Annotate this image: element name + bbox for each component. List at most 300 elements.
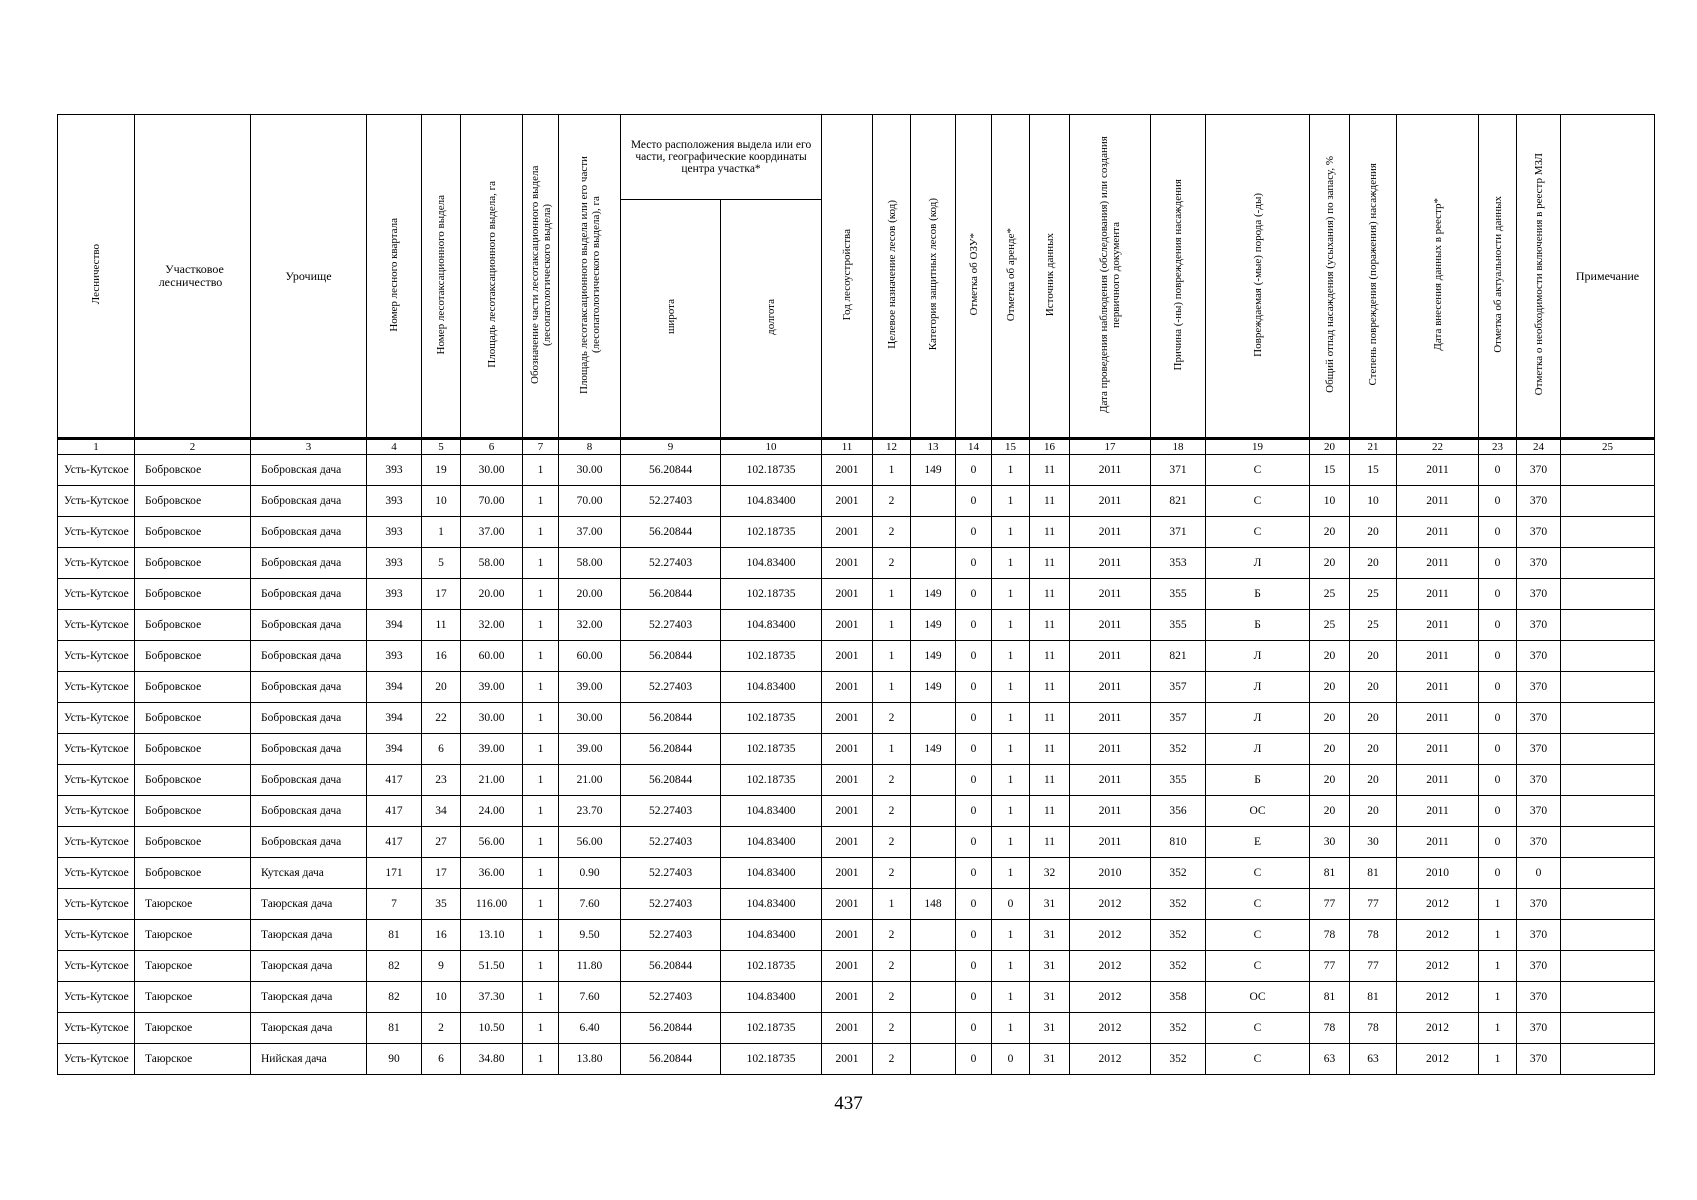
cell-dolgota: 102.18735 [721,517,822,548]
cell-chast-vydela: 1 [523,641,559,672]
cell-uchastkovoe: Бобровское [135,548,251,579]
cell-kategoriya-lesov: 148 [911,889,956,920]
cell-otpad: 78 [1310,920,1350,951]
cell-aktualnost: 0 [1479,610,1517,641]
cell-otpad: 20 [1310,641,1350,672]
cell-urochishche: Бобровская дача [251,579,367,610]
cell-otpad: 15 [1310,455,1350,486]
cell-kategoriya-lesov [911,827,956,858]
cell-prichina: 358 [1151,982,1206,1013]
cell-otpad: 81 [1310,858,1350,889]
cell-data-nablyudeniya: 2012 [1070,951,1151,982]
cell-kvartal: 394 [367,703,422,734]
forest-damage-register-table [57,114,1655,1075]
cell-mzl: 370 [1517,703,1561,734]
cell-data-nablyudeniya: 2011 [1070,765,1151,796]
cell-shirota: 56.20844 [621,517,721,548]
cell-dolgota: 102.18735 [721,734,822,765]
cell-kvartal: 393 [367,641,422,672]
header-data-nablyudeniya: Дата проведения наблюдения (обследования) или создания первичного документа [1070,115,1151,439]
cell-ploshchad-chasti: 9.50 [559,920,621,951]
cell-kategoriya-lesov: 149 [911,579,956,610]
cell-dolgota: 104.83400 [721,920,822,951]
table-row [58,734,1655,765]
cell-arenda: 1 [992,920,1030,951]
cell-poroda: С [1206,920,1310,951]
cell-kvartal: 393 [367,455,422,486]
cell-kategoriya-lesov [911,796,956,827]
column-number-cell: 4 [367,439,422,455]
cell-data-nablyudeniya: 2011 [1070,486,1151,517]
cell-ozu: 0 [956,982,992,1013]
cell-arenda: 1 [992,703,1030,734]
cell-lesnichestvo: Усть-Кутское [58,889,135,920]
cell-lesnichestvo: Усть-Кутское [58,765,135,796]
table-row [58,765,1655,796]
cell-data-nablyudeniya: 2012 [1070,889,1151,920]
cell-kvartal: 393 [367,579,422,610]
cell-tselevoe-naznachenie: 2 [873,796,911,827]
cell-god-lesoustroystva: 2001 [822,517,873,548]
cell-prichina: 352 [1151,858,1206,889]
cell-urochishche: Бобровская дача [251,765,367,796]
cell-ploshchad-chasti: 70.00 [559,486,621,517]
header-row [58,115,1655,200]
cell-tselevoe-naznachenie: 2 [873,517,911,548]
cell-kategoriya-lesov [911,765,956,796]
header-tselevoe-naznachenie: Целевое назначение лесов (код) [873,115,911,439]
cell-lesnichestvo: Усть-Кутское [58,858,135,889]
cell-data-nablyudeniya: 2012 [1070,1044,1151,1075]
cell-lesnichestvo: Усть-Кутское [58,672,135,703]
cell-data-nablyudeniya: 2012 [1070,982,1151,1013]
cell-kategoriya-lesov [911,517,956,548]
cell-data-vneseniya: 2011 [1397,610,1479,641]
cell-ploshchad-chasti: 56.00 [559,827,621,858]
cell-ozu: 0 [956,951,992,982]
cell-chast-vydela: 1 [523,734,559,765]
cell-istochnik: 11 [1030,610,1070,641]
cell-kvartal: 81 [367,1013,422,1044]
cell-dolgota: 102.18735 [721,765,822,796]
cell-chast-vydela: 1 [523,982,559,1013]
cell-lesnichestvo: Усть-Кутское [58,951,135,982]
cell-arenda: 1 [992,827,1030,858]
cell-kvartal: 417 [367,827,422,858]
cell-mzl: 370 [1517,548,1561,579]
cell-data-vneseniya: 2012 [1397,951,1479,982]
cell-kategoriya-lesov: 149 [911,734,956,765]
cell-mzl: 370 [1517,641,1561,672]
cell-otpad: 77 [1310,951,1350,982]
cell-poroda: Л [1206,548,1310,579]
cell-data-nablyudeniya: 2011 [1070,579,1151,610]
cell-vydel: 17 [422,858,461,889]
cell-stepen: 20 [1350,765,1397,796]
cell-kvartal: 393 [367,486,422,517]
cell-urochishche: Бобровская дача [251,827,367,858]
header-mzl: Отметка о необходимости включения в реестр МЗЛ [1517,115,1561,439]
cell-shirota: 56.20844 [621,455,721,486]
header-primechanie: Примечание [1561,115,1655,439]
column-number-row [58,439,1655,455]
cell-aktualnost: 0 [1479,455,1517,486]
cell-kategoriya-lesov: 149 [911,672,956,703]
cell-urochishche: Бобровская дача [251,517,367,548]
cell-god-lesoustroystva: 2001 [822,889,873,920]
cell-dolgota: 104.83400 [721,610,822,641]
cell-urochishche: Бобровская дача [251,486,367,517]
cell-urochishche: Таюрская дача [251,1013,367,1044]
cell-primechanie [1561,548,1655,579]
cell-tselevoe-naznachenie: 1 [873,579,911,610]
cell-aktualnost: 1 [1479,920,1517,951]
header-istochnik: Источник данных [1030,115,1070,439]
cell-prichina: 352 [1151,889,1206,920]
cell-poroda: С [1206,858,1310,889]
cell-poroda: Л [1206,672,1310,703]
cell-mzl: 370 [1517,889,1561,920]
cell-shirota: 52.27403 [621,982,721,1013]
cell-arenda: 1 [992,982,1030,1013]
cell-chast-vydela: 1 [523,610,559,641]
cell-kvartal: 394 [367,734,422,765]
column-number-cell: 16 [1030,439,1070,455]
cell-vydel: 23 [422,765,461,796]
cell-primechanie [1561,951,1655,982]
cell-otpad: 20 [1310,517,1350,548]
cell-prichina: 810 [1151,827,1206,858]
header-uchastkovoe: Участковое лесничество [135,115,251,439]
cell-mzl: 370 [1517,827,1561,858]
cell-istochnik: 11 [1030,703,1070,734]
cell-tselevoe-naznachenie: 1 [873,641,911,672]
cell-data-nablyudeniya: 2011 [1070,672,1151,703]
cell-istochnik: 11 [1030,641,1070,672]
cell-ozu: 0 [956,486,992,517]
cell-chast-vydela: 1 [523,920,559,951]
cell-ozu: 0 [956,579,992,610]
cell-stepen: 20 [1350,796,1397,827]
cell-stepen: 30 [1350,827,1397,858]
cell-primechanie [1561,455,1655,486]
cell-data-nablyudeniya: 2011 [1070,796,1151,827]
column-number-cell: 7 [523,439,559,455]
cell-shirota: 52.27403 [621,858,721,889]
column-number-cell: 14 [956,439,992,455]
cell-istochnik: 11 [1030,765,1070,796]
cell-prichina: 352 [1151,1013,1206,1044]
cell-ploshchad-vydela: 30.00 [461,455,523,486]
cell-arenda: 1 [992,734,1030,765]
column-number-cell: 13 [911,439,956,455]
cell-stepen: 81 [1350,858,1397,889]
cell-kategoriya-lesov [911,1013,956,1044]
cell-ploshchad-chasti: 39.00 [559,734,621,765]
cell-ozu: 0 [956,610,992,641]
cell-ploshchad-chasti: 37.00 [559,517,621,548]
cell-data-vneseniya: 2011 [1397,796,1479,827]
cell-data-vneseniya: 2011 [1397,765,1479,796]
table-row [58,920,1655,951]
cell-uchastkovoe: Таюрское [135,889,251,920]
column-number-cell: 6 [461,439,523,455]
table-row [58,579,1655,610]
cell-istochnik: 11 [1030,672,1070,703]
cell-tselevoe-naznachenie: 2 [873,920,911,951]
cell-prichina: 821 [1151,641,1206,672]
cell-prichina: 352 [1151,951,1206,982]
cell-data-vneseniya: 2011 [1397,703,1479,734]
cell-stepen: 25 [1350,579,1397,610]
cell-mzl: 370 [1517,610,1561,641]
cell-primechanie [1561,641,1655,672]
cell-ploshchad-chasti: 32.00 [559,610,621,641]
column-number-cell: 18 [1151,439,1206,455]
cell-primechanie [1561,765,1655,796]
cell-istochnik: 11 [1030,734,1070,765]
cell-stepen: 20 [1350,641,1397,672]
cell-stepen: 20 [1350,703,1397,734]
cell-tselevoe-naznachenie: 2 [873,703,911,734]
cell-vydel: 27 [422,827,461,858]
cell-ozu: 0 [956,1013,992,1044]
cell-arenda: 1 [992,765,1030,796]
cell-ploshchad-chasti: 30.00 [559,703,621,734]
cell-data-vneseniya: 2011 [1397,579,1479,610]
header-otpad: Общий отпад насаждения (усыхания) по запасу, % [1310,115,1350,439]
cell-ploshchad-vydela: 56.00 [461,827,523,858]
cell-arenda: 1 [992,641,1030,672]
cell-uchastkovoe: Бобровское [135,579,251,610]
cell-mzl: 370 [1517,579,1561,610]
cell-primechanie [1561,486,1655,517]
cell-urochishche: Бобровская дача [251,672,367,703]
table-row [58,517,1655,548]
cell-urochishche: Таюрская дача [251,920,367,951]
cell-shirota: 52.27403 [621,486,721,517]
cell-prichina: 352 [1151,734,1206,765]
cell-dolgota: 102.18735 [721,641,822,672]
cell-prichina: 355 [1151,579,1206,610]
cell-aktualnost: 0 [1479,765,1517,796]
cell-ploshchad-vydela: 32.00 [461,610,523,641]
cell-tselevoe-naznachenie: 2 [873,982,911,1013]
cell-aktualnost: 0 [1479,858,1517,889]
cell-aktualnost: 1 [1479,1013,1517,1044]
cell-mzl: 370 [1517,796,1561,827]
cell-kvartal: 82 [367,951,422,982]
cell-lesnichestvo: Усть-Кутское [58,1044,135,1075]
cell-vydel: 16 [422,641,461,672]
cell-chast-vydela: 1 [523,765,559,796]
cell-ozu: 0 [956,455,992,486]
cell-ozu: 0 [956,517,992,548]
cell-vydel: 16 [422,920,461,951]
cell-stepen: 20 [1350,672,1397,703]
cell-ploshchad-chasti: 6.40 [559,1013,621,1044]
cell-aktualnost: 0 [1479,517,1517,548]
cell-vydel: 6 [422,734,461,765]
cell-chast-vydela: 1 [523,1013,559,1044]
table-row [58,982,1655,1013]
cell-chast-vydela: 1 [523,672,559,703]
cell-vydel: 20 [422,672,461,703]
cell-ploshchad-chasti: 20.00 [559,579,621,610]
cell-mzl: 370 [1517,765,1561,796]
column-number-cell: 23 [1479,439,1517,455]
cell-god-lesoustroystva: 2001 [822,920,873,951]
cell-kategoriya-lesov [911,1044,956,1075]
cell-aktualnost: 1 [1479,951,1517,982]
header-ploshchad-vydela: Площадь лесотаксационного выдела, га [461,115,523,439]
cell-poroda: Л [1206,703,1310,734]
cell-chast-vydela: 1 [523,889,559,920]
cell-ozu: 0 [956,920,992,951]
cell-istochnik: 11 [1030,455,1070,486]
cell-shirota: 56.20844 [621,1044,721,1075]
cell-god-lesoustroystva: 2001 [822,455,873,486]
cell-data-vneseniya: 2012 [1397,889,1479,920]
cell-urochishche: Бобровская дача [251,610,367,641]
cell-stepen: 15 [1350,455,1397,486]
cell-ploshchad-vydela: 30.00 [461,703,523,734]
cell-primechanie [1561,734,1655,765]
cell-dolgota: 104.83400 [721,889,822,920]
cell-dolgota: 104.83400 [721,982,822,1013]
cell-aktualnost: 0 [1479,703,1517,734]
cell-chast-vydela: 1 [523,1044,559,1075]
cell-kvartal: 82 [367,982,422,1013]
cell-god-lesoustroystva: 2001 [822,703,873,734]
cell-ozu: 0 [956,734,992,765]
cell-vydel: 2 [422,1013,461,1044]
cell-mzl: 0 [1517,858,1561,889]
cell-ploshchad-chasti: 11.80 [559,951,621,982]
column-number-cell: 15 [992,439,1030,455]
header-urochishche: Урочище [251,115,367,439]
table-row [58,548,1655,579]
cell-vydel: 22 [422,703,461,734]
cell-ploshchad-chasti: 13.80 [559,1044,621,1075]
cell-mzl: 370 [1517,486,1561,517]
cell-lesnichestvo: Усть-Кутское [58,548,135,579]
cell-mzl: 370 [1517,1013,1561,1044]
cell-arenda: 0 [992,889,1030,920]
cell-chast-vydela: 1 [523,486,559,517]
cell-lesnichestvo: Усть-Кутское [58,579,135,610]
cell-god-lesoustroystva: 2001 [822,951,873,982]
cell-lesnichestvo: Усть-Кутское [58,1013,135,1044]
cell-ozu: 0 [956,548,992,579]
cell-mzl: 370 [1517,1044,1561,1075]
header-shirota: широта [621,200,721,439]
cell-dolgota: 104.83400 [721,548,822,579]
cell-shirota: 52.27403 [621,889,721,920]
cell-stepen: 81 [1350,982,1397,1013]
header-poroda: Повреждаемая (-мые) порода (-ды) [1206,115,1310,439]
cell-otpad: 10 [1310,486,1350,517]
cell-shirota: 52.27403 [621,548,721,579]
cell-arenda: 0 [992,1044,1030,1075]
cell-ozu: 0 [956,827,992,858]
cell-arenda: 1 [992,548,1030,579]
cell-uchastkovoe: Бобровское [135,517,251,548]
cell-lesnichestvo: Усть-Кутское [58,827,135,858]
cell-istochnik: 11 [1030,548,1070,579]
header-kategoriya-lesov: Категория защитных лесов (код) [911,115,956,439]
cell-tselevoe-naznachenie: 1 [873,455,911,486]
cell-ploshchad-chasti: 0.90 [559,858,621,889]
cell-arenda: 1 [992,951,1030,982]
cell-lesnichestvo: Усть-Кутское [58,610,135,641]
cell-data-nablyudeniya: 2011 [1070,641,1151,672]
cell-aktualnost: 1 [1479,889,1517,920]
cell-dolgota: 102.18735 [721,1013,822,1044]
header-prichina: Причина (-ны) повреждения насаждения [1151,115,1206,439]
header-ploshchad-chasti: Площадь лесотаксационного выдела или его части (лесопатологического выдела), га [559,115,621,439]
column-number-cell: 25 [1561,439,1655,455]
cell-urochishche: Бобровская дача [251,548,367,579]
cell-tselevoe-naznachenie: 2 [873,951,911,982]
header-kvartal: Номер лесного квартала [367,115,422,439]
cell-tselevoe-naznachenie: 2 [873,1044,911,1075]
cell-ozu: 0 [956,889,992,920]
cell-istochnik: 31 [1030,1013,1070,1044]
cell-stepen: 20 [1350,548,1397,579]
cell-arenda: 1 [992,610,1030,641]
cell-vydel: 5 [422,548,461,579]
cell-ploshchad-vydela: 51.50 [461,951,523,982]
cell-data-vneseniya: 2011 [1397,641,1479,672]
cell-god-lesoustroystva: 2001 [822,1013,873,1044]
cell-data-nablyudeniya: 2012 [1070,920,1151,951]
cell-arenda: 1 [992,858,1030,889]
cell-urochishche: Бобровская дача [251,455,367,486]
cell-primechanie [1561,1044,1655,1075]
cell-vydel: 6 [422,1044,461,1075]
cell-god-lesoustroystva: 2001 [822,765,873,796]
cell-chast-vydela: 1 [523,951,559,982]
cell-arenda: 1 [992,796,1030,827]
cell-dolgota: 102.18735 [721,455,822,486]
cell-shirota: 56.20844 [621,641,721,672]
cell-shirota: 56.20844 [621,579,721,610]
cell-arenda: 1 [992,486,1030,517]
cell-stepen: 25 [1350,610,1397,641]
cell-ploshchad-chasti: 30.00 [559,455,621,486]
cell-vydel: 10 [422,982,461,1013]
column-number-cell: 3 [251,439,367,455]
header-stepen: Степень повреждения (поражения) насаждения [1350,115,1397,439]
column-number-cell: 2 [135,439,251,455]
cell-ploshchad-chasti: 21.00 [559,765,621,796]
cell-ploshchad-vydela: 37.30 [461,982,523,1013]
cell-prichina: 352 [1151,1044,1206,1075]
cell-ploshchad-vydela: 116.00 [461,889,523,920]
cell-primechanie [1561,858,1655,889]
cell-data-vneseniya: 2012 [1397,1013,1479,1044]
cell-arenda: 1 [992,672,1030,703]
cell-uchastkovoe: Таюрское [135,920,251,951]
cell-poroda: С [1206,951,1310,982]
cell-otpad: 78 [1310,1013,1350,1044]
cell-poroda: С [1206,1044,1310,1075]
cell-kategoriya-lesov: 149 [911,455,956,486]
table-row [58,641,1655,672]
cell-primechanie [1561,796,1655,827]
cell-aktualnost: 0 [1479,827,1517,858]
